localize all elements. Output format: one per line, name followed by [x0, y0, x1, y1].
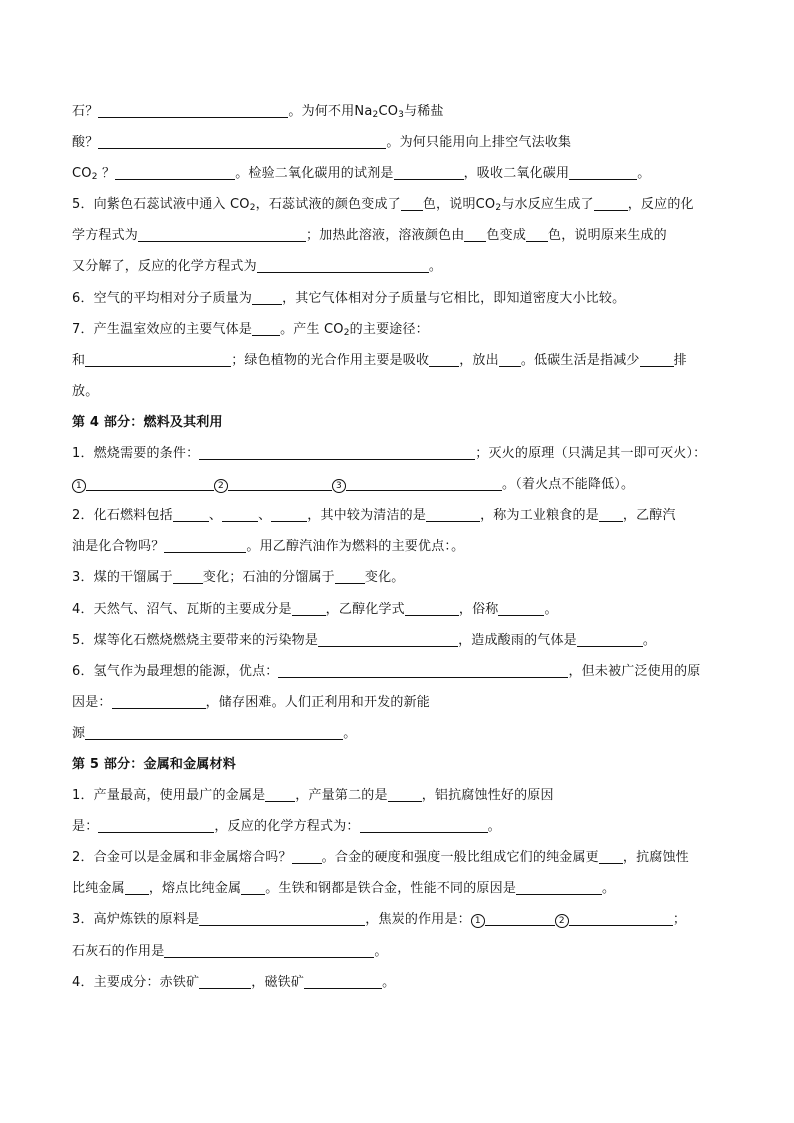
answer-blank[interactable]	[464, 225, 486, 242]
text-segment: 与稀盐	[404, 104, 444, 119]
text-segment: ，反应的化	[627, 197, 694, 213]
text-segment: 1．燃烧需要的条件：	[72, 446, 200, 462]
text-segment: ，熔点比纯金属	[148, 881, 242, 897]
question-line	[72, 811, 722, 842]
text-segment: 学方程式为	[72, 228, 139, 244]
text-segment: 变化；石油的分馏属于	[202, 570, 335, 586]
answer-blank[interactable]	[173, 567, 203, 584]
text-segment: 、	[208, 508, 223, 524]
answer-blank[interactable]	[164, 941, 374, 958]
answer-blank[interactable]	[429, 350, 459, 367]
answer-blank[interactable]	[252, 319, 280, 336]
subscript: 2	[343, 327, 350, 338]
circled-number: 1	[72, 479, 86, 493]
circled-number: 3	[332, 479, 346, 493]
answer-blank[interactable]	[199, 909, 365, 926]
text-segment: 6．氢气作为最理想的能源，优点：	[72, 663, 279, 679]
text-segment: 的主要途径：	[349, 321, 429, 337]
text-segment: 。	[487, 819, 501, 835]
text-segment: 5．向紫色石蕊试液中通入 CO	[72, 197, 250, 213]
text-segment: 酸？	[72, 135, 99, 151]
answer-blank[interactable]	[499, 350, 521, 367]
text-segment: ，造成酸雨的气体是	[458, 632, 577, 648]
subscript: 2	[495, 203, 502, 214]
text-segment: ，称为工业粮食的是	[480, 508, 599, 524]
text-segment: 源	[72, 725, 86, 741]
answer-blank[interactable]	[125, 878, 149, 895]
text-segment: 比纯金属	[72, 881, 125, 897]
text-segment: 3．高炉炼铁的原料是	[72, 912, 200, 928]
answer-blank[interactable]	[346, 474, 502, 491]
answer-blank[interactable]	[164, 536, 246, 553]
answer-blank[interactable]	[485, 909, 555, 926]
answer-blank[interactable]	[526, 225, 548, 242]
answer-blank[interactable]	[335, 567, 365, 584]
text-segment: ；加热此溶液，溶液颜色由	[306, 228, 465, 244]
question-line	[72, 96, 722, 127]
answer-blank[interactable]	[112, 692, 206, 709]
text-segment: 放。	[72, 383, 99, 399]
question-line	[72, 438, 722, 469]
worksheet-page	[72, 96, 722, 998]
answer-blank[interactable]	[498, 599, 544, 616]
text-segment: ，反应的化学方程式为：	[214, 819, 360, 835]
answer-blank[interactable]	[252, 288, 282, 305]
subscript: 3	[398, 110, 405, 120]
answer-blank[interactable]	[426, 505, 480, 522]
text-segment: 排	[673, 352, 687, 368]
text-segment: ；灭火的原理（只满足其一即可灭火）：	[475, 446, 707, 462]
text-segment: ，产量第二的是	[295, 788, 388, 804]
circled-number: 2	[555, 914, 569, 928]
text-segment: 。	[637, 166, 651, 182]
text-segment: 2．化石燃料包括	[72, 508, 173, 524]
answer-blank[interactable]	[292, 847, 322, 864]
answer-blank[interactable]	[228, 474, 332, 491]
question-line	[72, 936, 722, 967]
text-segment: ，乙醇汽	[622, 508, 676, 524]
question-line	[72, 283, 722, 314]
text-segment: 1．产量最高，使用最广的金属是	[72, 788, 266, 804]
text-segment: 因是：	[72, 694, 112, 710]
answer-blank[interactable]	[405, 599, 459, 616]
text-segment: 4．主要成分：赤铁矿	[72, 974, 200, 990]
text-segment: 。生铁和钢都是铁合金，性能不同的原因是	[265, 881, 517, 897]
question-line	[72, 687, 722, 718]
text-segment: 。	[374, 943, 388, 959]
question-line	[72, 718, 722, 749]
question-line	[72, 469, 722, 500]
text-segment: 。产生 CO	[280, 321, 344, 337]
text-segment: ，但未被广泛使用的原	[568, 663, 701, 679]
text-segment: ，乙醇化学式	[325, 601, 405, 617]
answer-blank[interactable]	[138, 225, 306, 242]
answer-blank[interactable]	[173, 505, 209, 522]
text-segment: 5．煤等化石燃烧燃烧主要带来的污染物是	[72, 632, 319, 648]
question-line	[72, 562, 722, 593]
answer-blank[interactable]	[115, 163, 235, 180]
text-segment: ，俗称	[458, 601, 499, 617]
text-segment: ，其中较为清洁的是	[307, 508, 427, 524]
answer-blank[interactable]	[388, 785, 422, 802]
question-line	[72, 904, 722, 935]
text-segment: ，磁铁矿	[251, 974, 305, 990]
text-segment: ，吸收二氧化碳用	[463, 166, 570, 182]
question-line	[72, 376, 722, 407]
section-heading	[72, 749, 722, 780]
answer-blank[interactable]	[85, 350, 231, 367]
subscript: 2	[249, 203, 256, 214]
answer-blank[interactable]	[278, 661, 568, 678]
text-segment: 是：	[72, 819, 99, 835]
text-segment: 3．煤的干馏属于	[72, 570, 173, 586]
text-segment: 。用乙醇汽油作为燃料的主要优点：。	[246, 539, 465, 555]
text-segment: 油是化合物吗？	[72, 539, 165, 555]
answer-blank[interactable]	[98, 101, 288, 118]
answer-blank[interactable]	[271, 505, 307, 522]
question-line	[72, 873, 722, 904]
text-segment: 。	[602, 881, 616, 897]
answer-blank[interactable]	[265, 785, 295, 802]
question-line	[72, 345, 722, 376]
question-line	[72, 500, 722, 531]
text-segment: 。	[642, 632, 657, 648]
text-segment: CO	[72, 166, 92, 182]
text-segment: ，焦炭的作用是：	[365, 912, 471, 928]
text-segment: CO	[378, 104, 399, 119]
text-segment: 石？	[72, 104, 99, 119]
question-line	[72, 127, 722, 158]
text-segment: 、	[258, 508, 272, 524]
text-segment: ，抗腐蚀性	[622, 850, 689, 866]
question-line	[72, 189, 722, 220]
section-heading	[72, 407, 722, 438]
answer-blank[interactable]	[292, 599, 326, 616]
text-segment: 。为何不用Na	[288, 104, 373, 119]
answer-blank[interactable]	[222, 505, 258, 522]
answer-blank[interactable]	[401, 194, 423, 211]
question-line	[72, 967, 722, 998]
answer-blank[interactable]	[516, 878, 602, 895]
question-line	[72, 594, 722, 625]
text-segment: ，放出	[459, 352, 499, 368]
text-segment: 和	[72, 352, 86, 368]
question-line	[72, 656, 722, 687]
answer-blank[interactable]	[199, 443, 475, 460]
text-segment: 变化。	[364, 570, 405, 586]
text-segment: 。	[428, 259, 443, 275]
question-line	[72, 158, 722, 189]
answer-blank[interactable]	[360, 816, 488, 833]
answer-blank[interactable]	[599, 847, 623, 864]
text-segment: ，石蕊试液的颜色变成了	[255, 197, 401, 213]
text-segment: 。低碳生活是指减少	[520, 352, 640, 368]
text-segment: 7．产生温室效应的主要气体是	[72, 321, 253, 337]
text-segment: 。	[544, 601, 558, 617]
answer-blank[interactable]	[241, 878, 265, 895]
text-segment: 第 5 部分：金属和金属材料	[72, 756, 236, 772]
text-segment: ；	[672, 912, 687, 928]
text-segment: ；绿色植物的光合作用主要是吸收	[231, 352, 430, 368]
text-segment: 色，说明CO	[422, 197, 496, 213]
answer-blank[interactable]	[599, 505, 623, 522]
answer-blank[interactable]	[199, 972, 251, 989]
question-line	[72, 251, 722, 282]
text-segment: ，储存困难。人们正利用和开发的新能	[205, 694, 431, 710]
text-segment: 色，说明原来生成的	[548, 228, 667, 244]
text-segment: 色变成	[486, 228, 527, 244]
answer-blank[interactable]	[594, 194, 628, 211]
circled-number: 2	[214, 479, 228, 493]
answer-blank[interactable]	[569, 163, 637, 180]
question-line	[72, 780, 722, 811]
answer-blank[interactable]	[86, 474, 214, 491]
text-segment: 又分解了，反应的化学方程式为	[72, 259, 257, 275]
text-segment: 。合金的硬度和强度一般比组成它们的纯金属更	[321, 850, 599, 866]
text-segment: 。检验二氧化碳用的试剂是	[235, 166, 394, 182]
question-line	[72, 220, 722, 251]
text-segment: ？	[97, 166, 116, 182]
answer-blank[interactable]	[569, 909, 673, 926]
subscript: 2	[91, 172, 98, 183]
text-segment: 6．空气的平均相对分子质量为	[72, 290, 253, 306]
answer-blank[interactable]	[318, 630, 458, 647]
answer-blank[interactable]	[304, 972, 382, 989]
text-segment: 2．合金可以是金属和非金属熔合吗？	[72, 850, 292, 866]
answer-blank[interactable]	[577, 630, 643, 647]
question-line	[72, 314, 722, 345]
answer-blank[interactable]	[640, 350, 674, 367]
answer-blank[interactable]	[85, 723, 343, 740]
question-line	[72, 842, 722, 873]
subscript: 2	[372, 110, 379, 120]
text-segment: 。（着火点不能降低）。	[502, 477, 635, 493]
text-segment: ，铝抗腐蚀性好的原因	[421, 788, 554, 804]
answer-blank[interactable]	[257, 256, 429, 273]
circled-number: 1	[471, 914, 485, 928]
text-segment: ，其它气体相对分子质量与它相比，即知道密度大小比较。	[282, 290, 626, 306]
text-segment: 。	[343, 725, 357, 741]
question-line	[72, 531, 722, 562]
answer-blank[interactable]	[98, 816, 214, 833]
answer-blank[interactable]	[394, 163, 464, 180]
text-segment: 石灰石的作用是	[72, 943, 165, 959]
text-segment: 。为何只能用向上排空气法收集	[386, 135, 572, 151]
answer-blank[interactable]	[98, 132, 386, 149]
question-line	[72, 625, 722, 656]
text-segment: 与水反应生成了	[501, 197, 594, 213]
text-segment: 第 4 部分：燃料及其利用	[72, 414, 223, 430]
text-segment: 。	[382, 974, 396, 990]
text-segment: 4．天然气、沼气、瓦斯的主要成分是	[72, 601, 292, 617]
